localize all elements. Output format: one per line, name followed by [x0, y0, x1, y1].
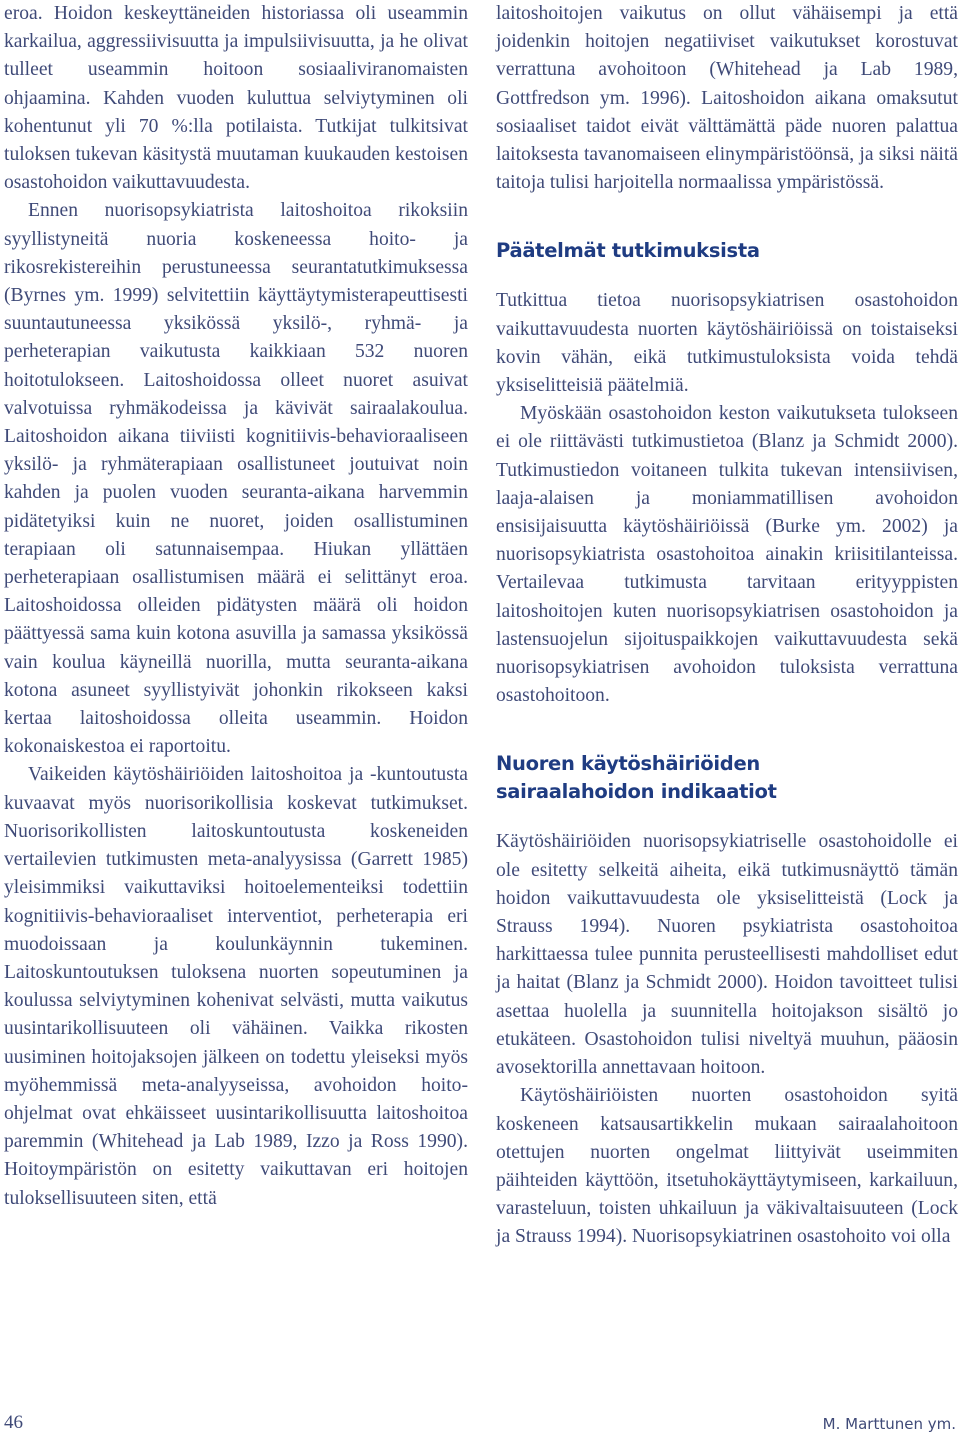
body-paragraph: Tutkittua tietoa nuorisopsykiatrisen osastohoidon vaikuttavuudesta nuorten käytöshäiriöissä on toistaiseksi kovin vähän, eikä tutkimustuloksista voida tehdä yksiselitteisiä päätelmiä.	[496, 290, 958, 397]
body-paragraph: Käytöshäiriöiden nuorisopsykiatriselle osastohoidolle ei ole esitetty selkeitä aiheita, eikä tutkimusnäyttö tämän hoidon vaikuttavuudesta ole yksiselitteistä (Lock ja Strauss 1994). Nuoren psykiatrista osastohoitoa harkittaessa tulee punnita perusteellisesti mahdolliset edut ja haitat (Blanz ja Schmidt 2000). Hoidon tavoitteet tulisi asettaa huolella ja suunnitella hoitojakson sisältö jo etukäteen. Osastohoidon tulisi niveltyä muuhun, pääosin avosektorilla annettavaan hoitoon.	[496, 831, 958, 1079]
section-spacer	[496, 710, 958, 750]
running-footer-author: M. Marttunen ym.	[822, 1415, 956, 1433]
body-paragraph: Ennen nuorisopsykiatrista laitoshoitoa rikoksiin syyllistyneitä nuoria koskeneessa hoito- ja rikosrekistereihin perustuneessa seurantatutkimuksessa (Byrnes ym. 1999) selvitettiin käyttäytymisterapeuttisesti suuntautuneessa yksikössä yksilö-, ryhmä- ja perheterapian vaikutusta kaikkiaan 532 nuoren hoitotulokseen. Laitoshoidossa olleet nuoret asuivat valvotuissa ryhmäkodeissa ja kävivät sairaalakoulua. Laitoshoidon aikana tiiviisti kognitiivis-behavioraaliseen yksilö- ja ryhmäterapiaan osallistuneet joutuivat noin kahden ja puolen vuoden seuranta-aikana harvemmin pidätetyiksi kuin ne nuoret, joiden osallistuminen terapiaan oli satunnaisempaa. Hiukan yllättäen perheterapiaan osallistumisen määrä ei selittänyt eroa. Laitoshoidossa olleiden pidätysten määrä oli hoidon päättyessä sama kuin kotona asuvilla ja samassa yksikössä vain koulua käyneillä nuorilla, mutta seuranta-aikana kotona asuneet syyllistyivät johonkin rikokseen kaksi kertaa laitoshoidossa olleita useammin. Hoidon kokonaiskestoa ei raportoitu.	[4, 200, 468, 758]
body-paragraph: Vaikeiden käytöshäiriöiden laitoshoitoa ja -kuntoutusta kuvaavat myös nuorisorikollisia koskevat tutkimukset. Nuorisorikollisten laitoskuntoutusta koskeneiden vertailevien tutkimusten meta-analyysissa (Garrett 1985) yleisimmiksi vaikuttaviksi hoitoelementeiksi todettiin kognitiivis-behavioraaliset interventiot, perheterapia eri muodoissaan ja koulunkäynnin tukeminen. Laitoskuntoutuksen tuloksena nuorten sopeutuminen ja koulussa selviytyminen kohenivat selvästi, mutta vaikutus uusintarikollisuuteen oli vähäinen. Vaikka rikosten uusiminen hoitojaksojen jälkeen on todettu yleiseksi myös myöhemmissä meta-analyyseissa, avohoidon hoito-ohjelmat ovat ehkäisseet uusintarikollisuutta laitoshoitoa paremmin (Whitehead ja Lab 1989, Izzo ja Ross 1990). Hoitoympäristön on esitetty vaikuttavan eri hoitojen tuloksellisuuteen siten, että	[4, 764, 468, 1209]
body-paragraph: Myöskään osastohoidon keston vaikutukseta tulokseen ei ole riittävästi tutkimustietoa (Blanz ja Schmidt 2000). Tutkimustiedon voitaneen tulkita tukevan intensiivisen, laaja-alaisen ja moniammatillisen avohoidon ensisijaisuutta käytöshäiriöissä (Burke ym. 2002) ja nuorisopsykiatrista osastohoitoa ainakin kriisitilanteissa. Vertailevaa tutkimusta tarvitaan erityyppisten laitoshoitojen kuten nuorisopsykiatrisen osastohoidon ja lastensuojelun sijoituspaikkojen vaikuttavuudesta sekä nuorisopsykiatrisen avohoidon tuloksista verrattuna osastohoitoon.	[496, 403, 958, 707]
body-paragraph: Käytöshäiriöisten nuorten osastohoidon syitä koskeneen katsausartikkelin mukaan sairaalahoitoon otettujen nuorten ongelmat liittyivät useimmiten päihteiden käyttöön, itsetuhokäyttäytymiseen, karkailuun, varasteluun, toisten uhkailuun ja väkivaltaisuuteen (Lock ja Strauss 1994). Nuorisopsykiatrinen osastohoito voi olla	[496, 1085, 958, 1248]
body-paragraph: laitoshoitojen vaikutus on ollut vähäisempi ja että joidenkin hoitojen negatiiviset vaikutukset korostuvat verrattuna avohoitoon (Whitehead ja Lab 1989, Gottfredson ym. 1996). Laitoshoidon aikana omaksutut sosiaaliset taidot eivät välttämättä päde nuoren palattua laitoksesta tavanomaiseen elinympäristöönsä, ja siksi näitä taitoja tulisi harjoitella normaalissa ympäristössä.	[496, 3, 958, 194]
section-heading-line: sairaalahoidon indikaatiot	[496, 780, 777, 804]
left-column	[4, 0, 468, 1213]
right-column	[496, 0, 958, 1252]
page-number: 46	[4, 1412, 23, 1433]
section-spacer	[496, 197, 958, 237]
section-heading-indications	[496, 750, 958, 806]
section-heading-conclusions: Päätelmät tutkimuksista	[496, 239, 760, 263]
body-paragraph: eroa. Hoidon keskeyttäneiden historiassa oli useammin karkailua, aggressiivisuutta ja impulsiivisuutta, ja he olivat tulleet useammin hoitoon sosiaaliviranomaisten ohjaamina. Kahden vuoden kuluttua selviytyminen oli kohentunut yli 70 %:lla potilaista. Tutkijat tulkitsivat tuloksen tukevan käsitystä muutaman kuukauden kestoisen osastohoidon vaikuttavuudesta.	[4, 3, 468, 194]
section-heading-line: Nuoren käytöshäiriöiden	[496, 752, 760, 776]
section-spacer	[496, 806, 958, 828]
section-spacer	[496, 265, 958, 287]
